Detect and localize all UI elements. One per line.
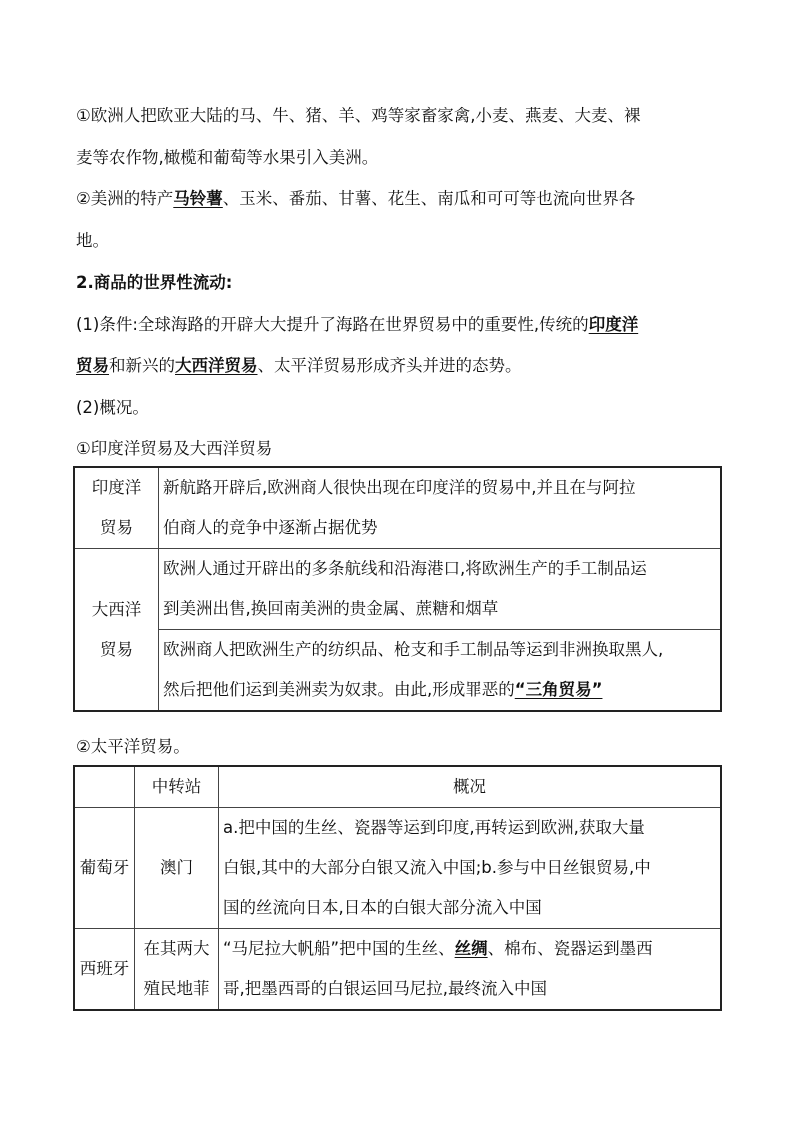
column-header <box>75 767 135 808</box>
table-row <box>75 929 721 1010</box>
keyword-highlight: 大西洋贸易 <box>175 356 258 375</box>
trade-table-2 <box>74 766 721 1010</box>
table-row <box>75 808 721 929</box>
table-cell: 西班牙 <box>75 929 135 1010</box>
keyword-highlight: 丝绸 <box>454 939 488 958</box>
keyword-highlight: 马铃薯 <box>173 189 223 208</box>
section-heading: 2.商品的世界性流动: <box>76 273 233 292</box>
keyword-highlight: “三角贸易” <box>514 680 603 699</box>
table-row <box>75 468 721 549</box>
table-cell: 印度洋 贸易 <box>75 468 159 549</box>
table-cell: 大西洋 贸易 <box>75 549 159 711</box>
paragraph-line: (1)条件:全球海路的开辟大大提升了海路在世界贸易中的重要性,传统的印度洋 <box>76 315 639 334</box>
paragraph-line: 地。 <box>76 231 109 250</box>
table-cell: “马尼拉大帆船”把中国的生丝、丝绸、棉布、瓷器运到墨西 哥,把墨西哥的白银运回马尼拉,最终流入中国 <box>219 929 721 1010</box>
table-cell: 欧洲人通过开辟出的多条航线和沿海港口,将欧洲生产的手工制品运 到美洲出售,换回南美洲的贵金属、蔗糖和烟草 <box>159 549 721 630</box>
trade-table-1 <box>74 467 721 711</box>
table-cell: 葡萄牙 <box>75 808 135 929</box>
paragraph-line: 贸易和新兴的大西洋贸易、太平洋贸易形成齐头并进的态势。 <box>76 356 522 375</box>
keyword-highlight: 印度洋 <box>588 315 639 334</box>
subsection-label: (2)概况。 <box>76 398 149 417</box>
keyword-highlight: 贸易 <box>76 356 109 375</box>
subsection-label: ②太平洋贸易。 <box>76 737 190 756</box>
table-cell: 在其两大 殖民地菲 <box>135 929 219 1010</box>
table-header-row <box>75 767 721 808</box>
column-header: 概况 <box>219 767 721 808</box>
table-row <box>75 549 721 630</box>
table-cell: 新航路开辟后,欧洲商人很快出现在印度洋的贸易中,并且在与阿拉 伯商人的竞争中逐渐占据优势 <box>159 468 721 549</box>
paragraph-line: 麦等农作物,橄榄和葡萄等水果引入美洲。 <box>76 148 379 167</box>
table-cell: 澳门 <box>135 808 219 929</box>
paragraph-line: ①欧洲人把欧亚大陆的马、牛、猪、羊、鸡等家畜家禽,小麦、燕麦、大麦、裸 <box>76 106 641 125</box>
paragraph-line: ②美洲的特产马铃薯、玉米、番茄、甘薯、花生、南瓜和可可等也流向世界各 <box>76 189 636 208</box>
column-header: 中转站 <box>135 767 219 808</box>
subsection-label: ①印度洋贸易及大西洋贸易 <box>76 439 273 458</box>
table-cell: a.把中国的生丝、瓷器等运到印度,再转运到欧洲,获取大量 白银,其中的大部分白银又流入中国;b.参与中日丝银贸易,中 国的丝流向日本,日本的白银大部分流入中国 <box>219 808 721 929</box>
table-cell: 欧洲商人把欧洲生产的纺织品、枪支和手工制品等运到非洲换取黑人, 然后把他们运到美洲卖为奴隶。由此,形成罪恶的“三角贸易” <box>159 630 721 711</box>
table-row <box>75 630 721 711</box>
